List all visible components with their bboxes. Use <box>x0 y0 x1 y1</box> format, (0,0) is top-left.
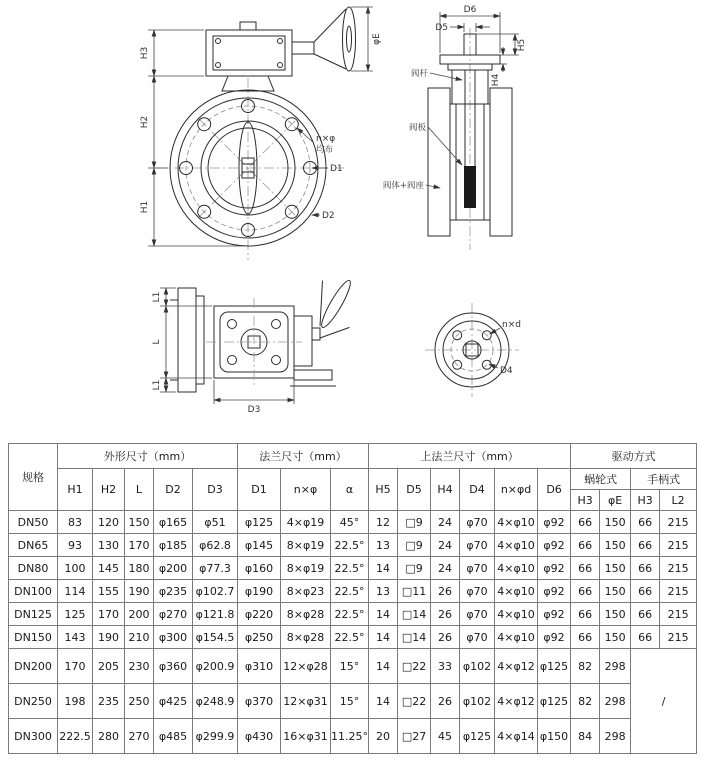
dim-d3: D3 <box>247 405 261 415</box>
table-cell: φ77.3 <box>193 557 238 580</box>
gearbox <box>206 30 292 76</box>
table-cell: 13 <box>369 534 398 557</box>
group-header-top-flange: 上法兰尺寸（mm） <box>369 444 571 469</box>
col-header: H3 <box>631 490 660 511</box>
col-header: D4 <box>460 469 495 511</box>
table-cell: 125 <box>58 603 93 626</box>
col-header: n×φd <box>495 469 538 511</box>
top-flange-view <box>425 303 521 397</box>
table-cell: 66 <box>571 534 600 557</box>
table-cell: φ370 <box>238 684 281 719</box>
dim-h3: H3 <box>140 46 150 60</box>
table-cell: φ62.8 <box>193 534 238 557</box>
table-cell: □22 <box>398 684 431 719</box>
label-valve-stem: 阀杆 <box>410 69 428 79</box>
table-cell: 66 <box>631 511 660 534</box>
table-row <box>9 626 697 649</box>
sub-header-worm-gear: 蜗轮式 <box>571 469 631 490</box>
table-cell: 215 <box>660 534 697 557</box>
table-row <box>9 719 697 754</box>
table-cell: 190 <box>93 626 125 649</box>
table-row <box>9 684 697 719</box>
col-header: D1 <box>238 469 281 511</box>
table-cell: φ300 <box>154 626 193 649</box>
dim-h4: H4 <box>491 73 501 87</box>
table-cell: φ299.9 <box>193 719 238 754</box>
label-body-seat: 阀体+阀座 <box>382 181 424 191</box>
col-header-spec: 规格 <box>9 444 58 511</box>
table-cell: φ250 <box>238 626 281 649</box>
table-cell: 14 <box>369 649 398 684</box>
table-cell: φ430 <box>238 719 281 754</box>
table-cell: 100 <box>58 557 93 580</box>
table-cell: 13 <box>369 580 398 603</box>
table-cell: 26 <box>431 603 460 626</box>
handwheel <box>292 7 356 71</box>
table-cell: 26 <box>431 580 460 603</box>
col-header: H2 <box>93 469 125 511</box>
table-cell: 22.5° <box>331 557 369 580</box>
table-cell: 66 <box>571 557 600 580</box>
table-cell: φ102 <box>460 684 495 719</box>
dim-h2: H2 <box>140 115 150 129</box>
table-cell: 130 <box>93 534 125 557</box>
col-header: α <box>331 469 369 511</box>
table-cell: 66 <box>631 580 660 603</box>
table-cell: 198 <box>58 684 93 719</box>
table-cell: φ125 <box>238 511 281 534</box>
spec-cell: DN50 <box>9 511 58 534</box>
col-header: D5 <box>398 469 431 511</box>
table-cell: φ70 <box>460 534 495 557</box>
spec-cell: DN150 <box>9 626 58 649</box>
table-cell: φ92 <box>538 511 571 534</box>
table-cell: 66 <box>631 626 660 649</box>
table-cell: 170 <box>93 603 125 626</box>
col-header: H4 <box>431 469 460 511</box>
top-view <box>152 278 354 415</box>
table-cell: 83 <box>58 511 93 534</box>
table-cell: φ145 <box>238 534 281 557</box>
table-cell: 66 <box>571 603 600 626</box>
table-cell: φ360 <box>154 649 193 684</box>
table-cell: 15° <box>331 649 369 684</box>
table-row <box>9 534 697 557</box>
dim-d1: D1 <box>330 164 343 174</box>
table-cell: 14 <box>369 684 398 719</box>
table-cell: 66 <box>571 580 600 603</box>
label-valve-plate: 阀板 <box>408 123 426 133</box>
dim-d6: D6 <box>463 5 477 15</box>
spec-cell: DN250 <box>9 684 58 719</box>
table-cell: 82 <box>571 649 600 684</box>
table-cell: 4×φ12 <box>495 684 538 719</box>
table-cell: 24 <box>431 534 460 557</box>
table-cell: □27 <box>398 719 431 754</box>
table-cell: φ92 <box>538 534 571 557</box>
dim-l1-top: L1 <box>152 291 162 303</box>
table-cell: 170 <box>58 649 93 684</box>
table-cell: φ425 <box>154 684 193 719</box>
table-cell: 22.5° <box>331 603 369 626</box>
dim-d4: D4 <box>500 366 513 376</box>
table-cell: 230 <box>125 649 154 684</box>
front-view <box>140 7 382 260</box>
table-cell: 8×φ28 <box>281 626 331 649</box>
table-cell: 82 <box>571 684 600 719</box>
table-cell: 150 <box>600 534 631 557</box>
table-cell: 180 <box>125 557 154 580</box>
table-cell: φ102.7 <box>193 580 238 603</box>
table-cell: φ185 <box>154 534 193 557</box>
table-cell: 8×φ23 <box>281 580 331 603</box>
table-cell: 235 <box>93 684 125 719</box>
table-cell: φ235 <box>154 580 193 603</box>
table-cell: φ200.9 <box>193 649 238 684</box>
table-cell: 12 <box>369 511 398 534</box>
dim-n-phi: n×φ <box>316 134 336 144</box>
table-cell: 22.5° <box>331 534 369 557</box>
table-cell: φ154.5 <box>193 626 238 649</box>
table-cell: 20 <box>369 719 398 754</box>
table-cell: 24 <box>431 557 460 580</box>
table-cell: φ92 <box>538 626 571 649</box>
table-row <box>9 580 697 603</box>
handwheel-rim <box>318 278 355 330</box>
table-cell: φ125 <box>460 719 495 754</box>
table-cell: □9 <box>398 511 431 534</box>
group-header-flange: 法兰尺寸（mm） <box>238 444 369 469</box>
table-cell: 66 <box>631 534 660 557</box>
col-header: H3 <box>571 490 600 511</box>
table-cell: φ70 <box>460 511 495 534</box>
disc-section <box>464 166 476 208</box>
table-cell: 250 <box>125 684 154 719</box>
table-cell: φ485 <box>154 719 193 754</box>
table-cell: 8×φ19 <box>281 557 331 580</box>
table-cell: 66 <box>631 603 660 626</box>
table-cell: 210 <box>125 626 154 649</box>
group-header-drive: 驱动方式 <box>571 444 697 469</box>
table-cell: φ125 <box>538 684 571 719</box>
table-cell: 15° <box>331 684 369 719</box>
table-cell: 215 <box>660 626 697 649</box>
position-indicator <box>240 22 256 30</box>
table-cell: 120 <box>93 511 125 534</box>
table-cell: 24 <box>431 511 460 534</box>
table-cell: 280 <box>93 719 125 754</box>
table-cell: 150 <box>600 603 631 626</box>
side-section-view <box>383 5 527 250</box>
table-cell: 45° <box>331 511 369 534</box>
dim-n-d: n×d <box>502 320 521 330</box>
col-header: L2 <box>660 490 697 511</box>
col-header: D6 <box>538 469 571 511</box>
table-cell: □14 <box>398 603 431 626</box>
dim-phiE: φE <box>372 33 382 45</box>
table-cell: 170 <box>125 534 154 557</box>
table-row <box>9 557 697 580</box>
table-row <box>9 511 697 534</box>
table-cell: 215 <box>660 580 697 603</box>
table-cell: φ150 <box>538 719 571 754</box>
spec-table <box>8 443 697 754</box>
table-cell: φ70 <box>460 603 495 626</box>
table-cell: □9 <box>398 557 431 580</box>
table-cell: φ190 <box>238 580 281 603</box>
table-cell: 14 <box>369 603 398 626</box>
table-cell: 4×φ10 <box>495 580 538 603</box>
spec-cell: DN300 <box>9 719 58 754</box>
table-cell: □14 <box>398 626 431 649</box>
table-cell: 270 <box>125 719 154 754</box>
table-cell: 66 <box>631 557 660 580</box>
table-cell: 143 <box>58 626 93 649</box>
dim-l: L <box>152 339 162 345</box>
table-cell: 150 <box>600 511 631 534</box>
table-cell: □9 <box>398 534 431 557</box>
col-header: n×φ <box>281 469 331 511</box>
table-cell: 215 <box>660 603 697 626</box>
table-cell: 14 <box>369 626 398 649</box>
table-cell: φ160 <box>238 557 281 580</box>
table-cell: 150 <box>600 626 631 649</box>
table-cell: 4×φ10 <box>495 603 538 626</box>
table-row <box>9 603 697 626</box>
table-cell: 190 <box>125 580 154 603</box>
table-cell: φ102 <box>460 649 495 684</box>
handle-na-cell: / <box>631 649 697 754</box>
actuator-housing <box>294 316 312 366</box>
spec-cell: DN125 <box>9 603 58 626</box>
col-header: D2 <box>154 469 193 511</box>
table-cell: 93 <box>58 534 93 557</box>
spec-cell: DN80 <box>9 557 58 580</box>
group-header-outline: 外形尺寸（mm） <box>58 444 238 469</box>
table-cell: 66 <box>571 626 600 649</box>
table-cell: φ220 <box>238 603 281 626</box>
table-cell: 150 <box>600 557 631 580</box>
table-cell: 4×φ10 <box>495 557 538 580</box>
table-cell: 66 <box>571 511 600 534</box>
table-cell: φ92 <box>538 603 571 626</box>
flange-slab-left <box>428 88 450 236</box>
col-header: H5 <box>369 469 398 511</box>
table-cell: 12×φ31 <box>281 684 331 719</box>
table-cell: 200 <box>125 603 154 626</box>
table-cell: φ121.8 <box>193 603 238 626</box>
table-cell: 33 <box>431 649 460 684</box>
table-cell: φ70 <box>460 580 495 603</box>
table-cell: 26 <box>431 684 460 719</box>
dim-d2: D2 <box>322 211 335 221</box>
dim-d5: D5 <box>435 23 448 33</box>
spec-table-body <box>9 511 697 754</box>
table-cell: φ270 <box>154 603 193 626</box>
table-cell: 84 <box>571 719 600 754</box>
table-cell: 298 <box>600 684 631 719</box>
table-cell: φ92 <box>538 580 571 603</box>
dim-h5: H5 <box>517 38 527 52</box>
table-cell: φ70 <box>460 557 495 580</box>
table-cell: 4×φ10 <box>495 534 538 557</box>
table-cell: 222.5 <box>58 719 93 754</box>
table-row <box>9 649 697 684</box>
sub-header-handle: 手柄式 <box>631 469 697 490</box>
table-cell: 11.25° <box>331 719 369 754</box>
table-cell: 150 <box>125 511 154 534</box>
table-cell: φ51 <box>193 511 238 534</box>
label-evenly-spaced: 均布 <box>316 145 334 155</box>
table-cell: 16×φ31 <box>281 719 331 754</box>
table-cell: 22.5° <box>331 626 369 649</box>
table-cell: 22.5° <box>331 580 369 603</box>
pipe-flange-plate <box>178 288 196 392</box>
table-cell: φ165 <box>154 511 193 534</box>
mounting-foot <box>294 370 332 380</box>
spec-cell: DN65 <box>9 534 58 557</box>
table-cell: 205 <box>93 649 125 684</box>
table-cell: 155 <box>93 580 125 603</box>
dim-l1-bottom: L1 <box>152 379 162 391</box>
spec-cell: DN100 <box>9 580 58 603</box>
table-cell: 12×φ28 <box>281 649 331 684</box>
table-cell: φ92 <box>538 557 571 580</box>
table-cell: 45 <box>431 719 460 754</box>
table-cell: φ310 <box>238 649 281 684</box>
table-cell: □11 <box>398 580 431 603</box>
table-cell: 4×φ10 <box>495 626 538 649</box>
table-cell: 4×φ12 <box>495 649 538 684</box>
table-cell: 14 <box>369 557 398 580</box>
table-cell: 4×φ19 <box>281 511 331 534</box>
col-header: L <box>125 469 154 511</box>
table-cell: 4×φ14 <box>495 719 538 754</box>
table-cell: □22 <box>398 649 431 684</box>
table-cell: φ125 <box>538 649 571 684</box>
table-cell: 114 <box>58 580 93 603</box>
table-cell: 8×φ19 <box>281 534 331 557</box>
table-cell: 150 <box>600 580 631 603</box>
table-cell: φ70 <box>460 626 495 649</box>
col-header: φE <box>600 490 631 511</box>
dim-h1: H1 <box>140 200 150 214</box>
col-header: D3 <box>193 469 238 511</box>
table-cell: 215 <box>660 511 697 534</box>
table-cell: 215 <box>660 557 697 580</box>
table-cell: φ200 <box>154 557 193 580</box>
col-header: H1 <box>58 469 93 511</box>
table-cell: 26 <box>431 626 460 649</box>
table-cell: 8×φ28 <box>281 603 331 626</box>
table-cell: 145 <box>93 557 125 580</box>
table-cell: 298 <box>600 719 631 754</box>
table-cell: φ248.9 <box>193 684 238 719</box>
table-cell: 4×φ10 <box>495 511 538 534</box>
flange-slab-right <box>490 88 512 236</box>
spec-cell: DN200 <box>9 649 58 684</box>
table-cell: 298 <box>600 649 631 684</box>
